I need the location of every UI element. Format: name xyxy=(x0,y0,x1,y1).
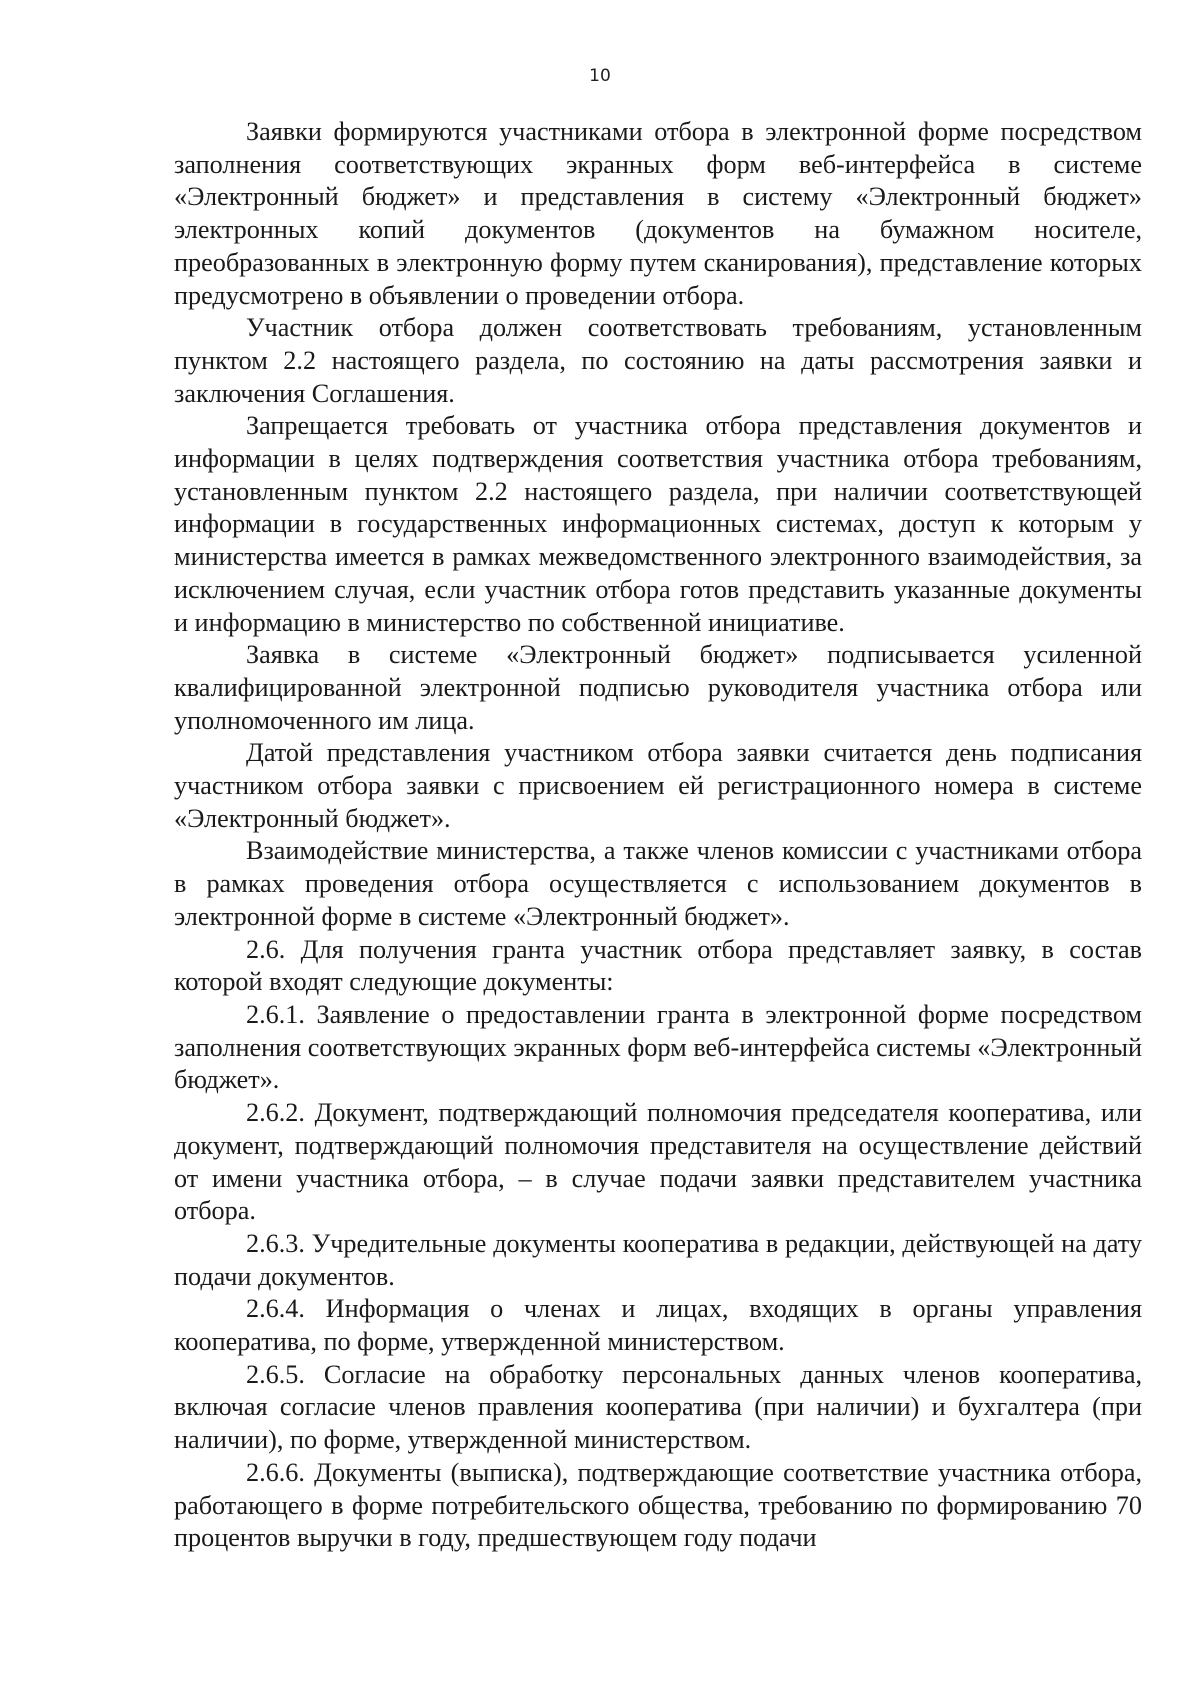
paragraph-document-requests-prohibited: Запрещается требовать от участника отбора представления документов и информации в целях подтверждения соответствия участника отбора требованиям, установленным пунктом 2.2 настоящего раздела, при наличии соответствующей информации в государственных информационных системах, доступ к которым у министерства имеется в рамках межведомственного электронного взаимодействия, за исключением случая, если участник отбора готов представить указанные документы и информацию в министерство по собственной инициативе. xyxy=(174,411,1142,637)
paragraph-submission-date: Датой представления участником отбора заявки считается день подписания участником отбора заявки с присвоением ей регистрационного номера в системе «Электронный бюджет». xyxy=(174,738,1142,833)
paragraph-2-6: 2.6. Для получения гранта участник отбора представляет заявку, в состав которой входят следующие документы: xyxy=(174,934,1142,997)
paragraph-participant-requirements: Участник отбора должен соответствовать требованиям, установленным пунктом 2.2 настоящего раздела, по состоянию на даты рассмотрения заявки и заключения Соглашения. xyxy=(174,313,1142,408)
paragraph-2-6-1: 2.6.1. Заявление о предоставлении гранта в электронной форме посредством заполнения соответствующих экранных форм веб-интерфейса системы «Электронный бюджет». xyxy=(174,999,1142,1095)
paragraph-applications-formation: Заявки формируются участниками отбора в электронной форме посредством заполнения соответствующих экранных форм веб-интерфейса в системе «Электронный бюджет» и представления в систему «Электронный бюджет» электронных копий документов (документов на бумажном носителе, преобразованных в электронную форму путем сканирования), представление которых предусмотрено в объявлении о проведении отбора. xyxy=(174,117,1142,310)
paragraph-application-signature: Заявка в системе «Электронный бюджет» подписывается усиленной квалифицированной электронной подписью руководителя участника отбора или уполномоченного им лица. xyxy=(174,640,1142,735)
document-body xyxy=(174,116,1142,1555)
paragraph-2-6-6: 2.6.6. Документы (выписка), подтверждающие соответствие участника отбора, работающего в форме потребительского общества, требованию по формированию 70 процентов выручки в году, предшествующем году подачи xyxy=(174,1457,1142,1553)
paragraph-2-6-3: 2.6.3. Учредительные документы кооператива в редакции, действующей на дату подачи документов. xyxy=(174,1228,1142,1291)
paragraph-2-6-2: 2.6.2. Документ, подтверждающий полномочия председателя кооператива, или документ, подтверждающий полномочия представителя на осуществление действий от имени участника отбора, – в случае подачи заявки представителем участника отбора. xyxy=(174,1098,1142,1226)
paragraph-interaction: Взаимодействие министерства, а также членов комиссии с участниками отбора в рамках проведения отбора осуществляется с использованием документов в электронной форме в системе «Электронный бюджет». xyxy=(174,836,1142,931)
paragraph-2-6-4: 2.6.4. Информация о членах и лицах, входящих в органы управления кооператива, по форме, утвержденной министерством. xyxy=(174,1294,1142,1357)
page-number: 10 xyxy=(589,66,611,86)
paragraph-2-6-5: 2.6.5. Согласие на обработку персональных данных членов кооператива, включая согласие членов правления кооператива (при наличии) и бухгалтера (при наличии), по форме, утвержденной министерством. xyxy=(174,1359,1142,1455)
